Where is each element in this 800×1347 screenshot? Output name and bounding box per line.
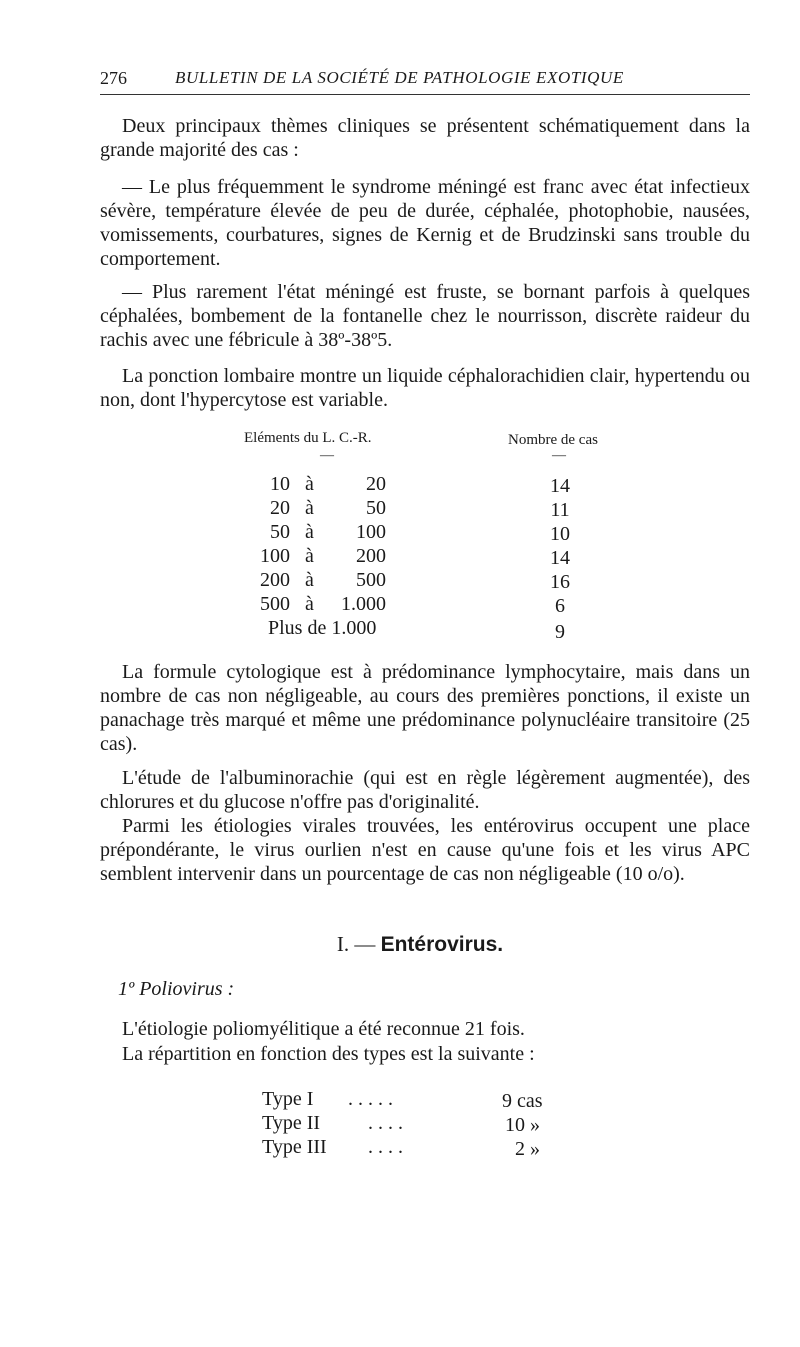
range-to: 500 [356,569,386,591]
page-header [100,68,750,95]
page-number: 276 [100,68,127,88]
range-sep: à [305,593,314,615]
type-dots: . . . . [368,1136,403,1158]
case-count: 6 [555,595,565,617]
range-from: 500 [260,593,290,615]
type-count: 9 cas [502,1090,543,1112]
paragraph-clinical-themes: Deux principaux thèmes cliniques se présentent schématiquement dans la grande majorité des cas : [100,115,750,161]
table-header-elements: Eléments du L. C.-R. [244,430,372,446]
range-sep: à [305,497,314,519]
paragraph-lumbar-puncture: La ponction lombaire montre un liquide céphalorachidien clair, hypertendu ou non, dont l'hypercytose est variable. [100,365,750,411]
range-to: 200 [356,545,386,567]
case-count: 14 [550,475,570,497]
paragraph-etiologies: Parmi les étiologies virales trouvées, les entérovirus occupent une place prépondérante, le virus ourlien n'est en cause qu'une fois et les virus APC semblent intervenir dans un pourcentage de cas non négligeable (10 o/o). [100,815,750,885]
range-to: 50 [366,497,386,519]
range-from: 200 [260,569,290,591]
running-title: BULLETIN DE LA SOCIÉTÉ DE PATHOLOGIE EXOTIQUE [175,68,624,87]
range-label: Plus de 1.000 [268,617,377,639]
type-label: Type I [262,1088,314,1110]
table-header-dash: — [552,448,566,463]
range-to: 20 [366,473,386,495]
paragraph-fruste-state: — Plus rarement l'état méningé est fruste, se bornant parfois à quelques céphalées, bombement de la fontanelle chez le nourrisson, discrète raideur du rachis avec une fébricule à 38º-38º5. [100,281,750,351]
paragraph-cytology: La formule cytologique est à prédominance lymphocytaire, mais dans un nombre de cas non négligeable, au cours des premières ponctions, il existe un panachage très marqué et même une prédominance polynucléaire transitoire (25 cas). [100,661,750,755]
type-count: 2 » [515,1138,540,1160]
table-header-dash: — [320,448,334,463]
case-count: 10 [550,523,570,545]
range-from: 50 [270,521,290,543]
paragraph-polio-count: L'étiologie poliomyélitique a été reconnue 21 fois. [122,1018,525,1040]
type-count: 10 » [505,1114,540,1136]
section-number: I. — [336,932,376,956]
subsection-heading: 1º Poliovirus : [118,978,235,1000]
type-dots: . . . . . [348,1088,393,1110]
range-sep: à [305,545,314,567]
type-label: Type II [262,1112,321,1134]
case-count: 16 [550,571,570,593]
type-label: Type III [262,1136,327,1158]
case-count: 14 [550,547,570,569]
range-to: 1.000 [341,593,386,615]
paragraph-type-distribution: La répartition en fonction des types est la suivante : [122,1043,535,1065]
table-header-cases: Nombre de cas [508,432,598,448]
range-sep: à [305,473,314,495]
range-sep: à [305,569,314,591]
range-from: 10 [270,473,290,495]
range-to: 100 [356,521,386,543]
paragraph-frank-syndrome: — Le plus fréquemment le syndrome méningé est franc avec état infectieux sévère, température élevée de peu de durée, céphalée, photophobie, nausées, vomissements, courbatures, signes de Kernig et de Brudzinski sans trouble du comportement. [100,176,750,270]
case-count: 11 [550,499,570,521]
range-sep: à [305,521,314,543]
case-count: 9 [555,621,565,643]
range-from: 100 [260,545,290,567]
paragraph-albumin: L'étude de l'albuminorachie (qui est en règle légèrement augmentée), des chlorures et du glucose n'offre pas d'originalité. [100,767,750,813]
section-heading [0,932,800,957]
section-title: Entérovirus. [380,933,504,956]
type-dots: . . . . [368,1112,403,1134]
range-from: 20 [270,497,290,519]
